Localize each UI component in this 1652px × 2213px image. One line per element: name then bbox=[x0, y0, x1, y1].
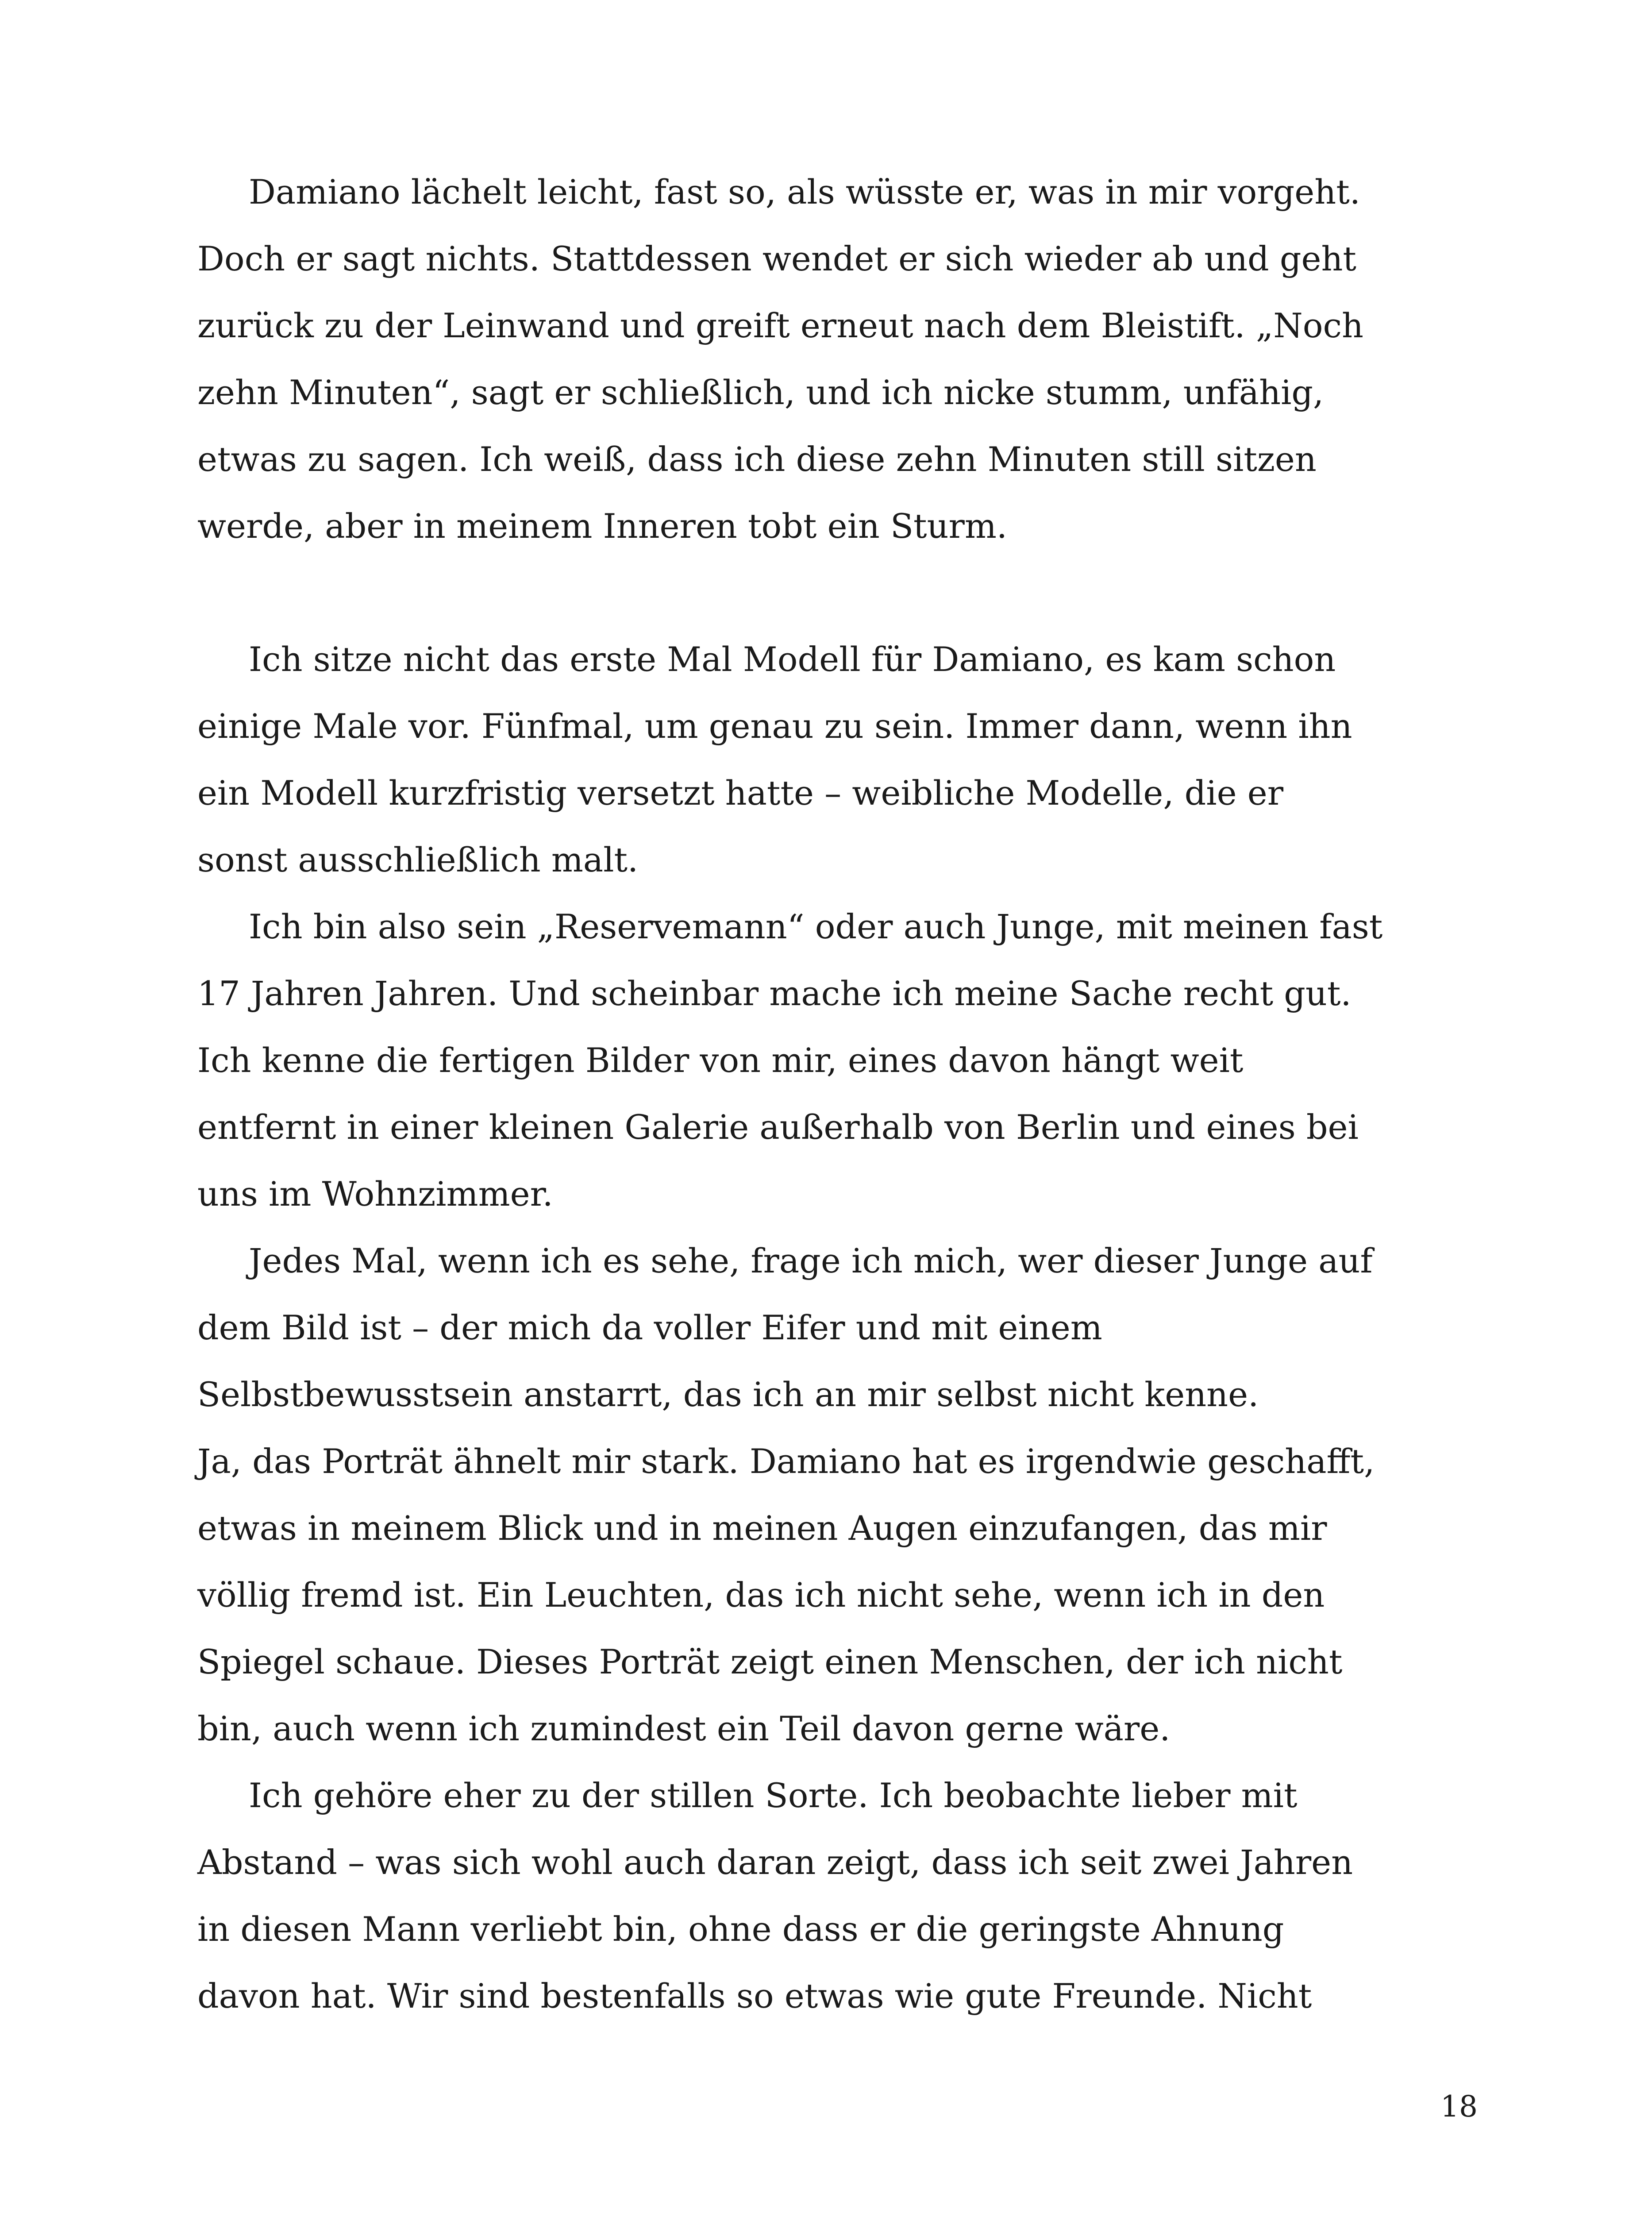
page-number: 18 bbox=[1440, 2090, 1478, 2124]
text-line: zehn Minuten“, sagt er schließlich, und ich nicke stumm, unfähig, bbox=[197, 373, 1324, 412]
text-line: zurück zu der Leinwand und greift erneut nach dem Bleistift. „Noch bbox=[197, 306, 1363, 345]
text-line: entfernt in einer kleinen Galerie außerhalb von Berlin und eines bei bbox=[197, 1107, 1359, 1147]
text-line: Abstand – was sich wohl auch daran zeigt, dass ich seit zwei Jahren bbox=[197, 1843, 1353, 1882]
text-line: Ich gehöre eher zu der stillen Sorte. Ich beobachte lieber mit bbox=[249, 1776, 1298, 1815]
text-line: Ich bin also sein „Reservemann“ oder auch Junge, mit meinen fast bbox=[249, 907, 1383, 946]
text-line: einige Male vor. Fünfmal, um genau zu sein. Immer dann, wenn ihn bbox=[197, 706, 1352, 746]
text-line: Doch er sagt nichts. Stattdessen wendet er sich wieder ab und geht bbox=[197, 239, 1356, 278]
text-line: sonst ausschließlich malt. bbox=[197, 840, 639, 879]
text-line: bin, auch wenn ich zumindest ein Teil davon gerne wäre. bbox=[197, 1709, 1171, 1748]
text-line: dem Bild ist – der mich da voller Eifer und mit einem bbox=[197, 1308, 1102, 1347]
text-line: etwas zu sagen. Ich weiß, dass ich diese zehn Minuten still sitzen bbox=[197, 440, 1317, 479]
text-line: Damiano lächelt leicht, fast so, als wüsste er, was in mir vorgeht. bbox=[249, 172, 1360, 212]
text-line: werde, aber in meinem Inneren tobt ein Sturm. bbox=[197, 506, 1008, 546]
text-line: Ich kenne die fertigen Bilder von mir, eines davon hängt weit bbox=[197, 1041, 1244, 1080]
text-line: ein Modell kurzfristig versetzt hatte – weibliche Modelle, die er bbox=[197, 773, 1284, 813]
text-line: Jedes Mal, wenn ich es sehe, frage ich mich, wer dieser Junge auf bbox=[249, 1241, 1373, 1280]
text-line: uns im Wohnzimmer. bbox=[197, 1174, 553, 1214]
text-line: Ja, das Porträt ähnelt mir stark. Damiano hat es irgendwie geschafft, bbox=[197, 1442, 1375, 1481]
text-line: etwas in meinem Blick und in meinen Augen einzufangen, das mir bbox=[197, 1508, 1327, 1548]
text-line: Selbstbewusstsein anstarrt, das ich an mir selbst nicht kenne. bbox=[197, 1375, 1259, 1414]
text-line: Ich sitze nicht das erste Mal Modell für Damiano, es kam schon bbox=[249, 640, 1336, 679]
text-line: davon hat. Wir sind bestenfalls so etwas wie gute Freunde. Nicht bbox=[197, 1976, 1312, 2016]
text-line: 17 Jahren Jahren. Und scheinbar mache ich meine Sache recht gut. bbox=[197, 974, 1352, 1013]
text-line: völlig fremd ist. Ein Leuchten, das ich nicht sehe, wenn ich in den bbox=[197, 1575, 1325, 1615]
text-line: Spiegel schaue. Dieses Porträt zeigt einen Menschen, der ich nicht bbox=[197, 1642, 1343, 1681]
text-line: in diesen Mann verliebt bin, ohne dass er die geringste Ahnung bbox=[197, 1909, 1284, 1949]
